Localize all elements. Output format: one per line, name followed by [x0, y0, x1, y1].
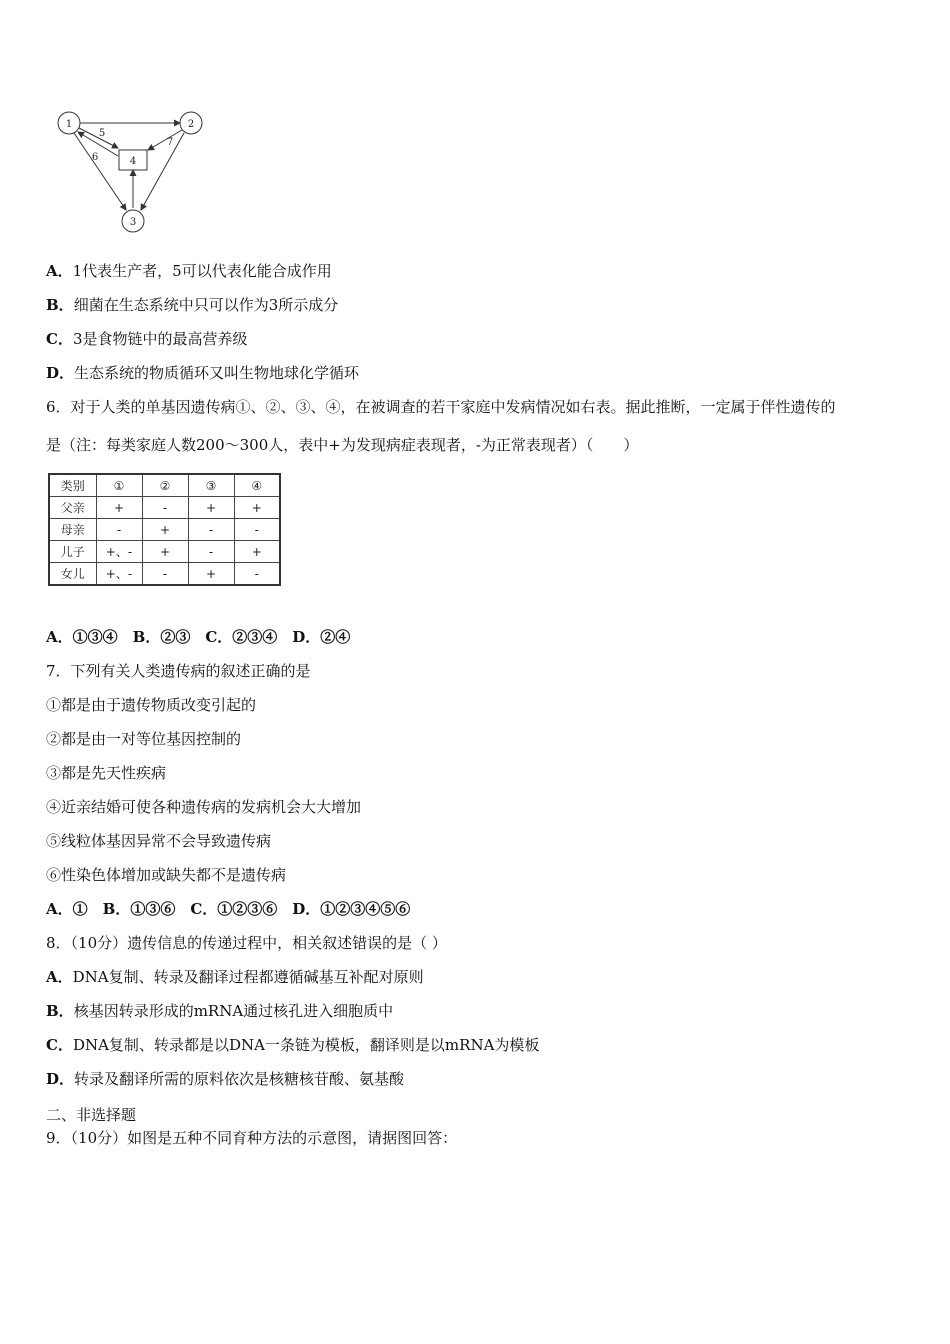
option-letter: A． — [46, 968, 73, 986]
q8-option-a — [46, 967, 424, 987]
q7-item-1: ①都是由于遗传物质改变引起的 — [46, 696, 257, 714]
node-2-label: 2 — [187, 119, 195, 130]
q7-item-6: ⑥性染色体增加或缺失都不是遗传病 — [46, 866, 287, 884]
q7-item-2: ②都是由一对等位基因控制的 — [46, 730, 242, 748]
arrow-label-7: 7 — [166, 137, 174, 148]
table-cell: +、- — [96, 541, 142, 563]
option-text: 核基因转录形成的mRNA通过核孔进入细胞质中 — [73, 1002, 394, 1020]
table-cell: + — [234, 541, 280, 563]
q8-option-c — [46, 1035, 539, 1055]
option-text: DNA复制、转录都是以DNA一条链为模板，翻译则是以mRNA为模板 — [72, 1036, 540, 1054]
table-row — [49, 519, 280, 541]
table-row — [49, 497, 280, 519]
q7-stem: 7．下列有关人类遗传病的叙述正确的是 — [46, 662, 311, 680]
table-cell: 父亲 — [49, 497, 96, 519]
table-cell: + — [142, 519, 188, 541]
option-letter: C． — [46, 1036, 73, 1054]
node-1-label: 1 — [65, 119, 73, 130]
option-text: 生态系统的物质循环又叫生物地球化学循环 — [74, 364, 360, 382]
q8-stem: 8．（10分）遗传信息的传递过程中，相关叙述错误的是（ ） — [46, 934, 447, 952]
option-text: DNA复制、转录及翻译过程都遵循碱基互补配对原则 — [72, 968, 424, 986]
table-cell: - — [96, 519, 142, 541]
table-cell: - — [234, 563, 280, 586]
option-text: 转录及翻译所需的原料依次是核糖核苷酸、氨基酸 — [74, 1070, 405, 1088]
option-letter: A． — [46, 262, 73, 280]
table-cell: - — [142, 497, 188, 519]
arrow-1-to-3 — [74, 133, 126, 210]
q7-item-4: ④近亲结婚可使各种遗传病的发病机会大大增加 — [46, 798, 362, 816]
table-cell: - — [234, 519, 280, 541]
q9-stem: 9．（10分）如图是五种不同育种方法的示意图，请据图回答： — [46, 1129, 458, 1147]
table-header-cell: ④ — [234, 474, 280, 497]
table-header-cell: ② — [142, 474, 188, 497]
table-cell: +、- — [96, 563, 142, 586]
option-letter: D． — [46, 364, 75, 382]
table-header-cell: 类别 — [49, 474, 96, 497]
q8-option-b — [46, 1001, 393, 1021]
arrow-label-6: 6 — [91, 152, 99, 163]
q7-item-5: ⑤线粒体基因异常不会导致遗传病 — [46, 832, 272, 850]
ecosystem-cycle-diagram — [52, 108, 212, 236]
table-cell: - — [142, 563, 188, 586]
table-cell: + — [188, 563, 234, 586]
section-heading: 二、非选择题 — [46, 1106, 137, 1124]
q8-option-d — [46, 1069, 404, 1089]
q7-item-3: ③都是先天性疾病 — [46, 764, 167, 782]
node-4-label: 4 — [129, 156, 137, 167]
table-cell: - — [188, 541, 234, 563]
q7-options: A．① B．①③⑥ C．①②③⑥ D．①②③④⑤⑥ — [46, 900, 411, 918]
table-header-row — [49, 474, 280, 497]
arrow-2-to-4-label-7 — [148, 130, 182, 150]
q6-options: A．①③④ B．②③ C．②③④ D．②④ — [46, 628, 351, 646]
option-text: 细菌在生态系统中只可以作为3所示成分 — [73, 296, 339, 314]
option-letter: D． — [46, 1070, 75, 1088]
table-cell: 母亲 — [49, 519, 96, 541]
q6-stem-line1: 6．对于人类的单基因遗传病①、②、③、④，在被调查的若干家庭中发病情况如右表。据此推断，一定属于伴性遗传的 — [46, 398, 836, 416]
q6-stem-line2: 是（注：每类家庭人数200～300人，表中+为发现病症表现者，-为正常表现者）（ ） — [46, 436, 639, 454]
table-row — [49, 541, 280, 563]
table-cell: 儿子 — [49, 541, 96, 563]
table-header-cell: ① — [96, 474, 142, 497]
option-text: 3是食物链中的最高营养级 — [72, 330, 248, 348]
arrow-2-to-3 — [141, 133, 184, 210]
table-cell: + — [234, 497, 280, 519]
table-cell: + — [142, 541, 188, 563]
table-row — [49, 563, 280, 586]
table-cell: - — [188, 519, 234, 541]
option-text: 1代表生产者，5可以代表化能合成作用 — [72, 262, 332, 280]
q5-option-b — [46, 295, 338, 315]
node-3-label: 3 — [129, 217, 137, 228]
option-letter: B． — [46, 296, 74, 314]
table-cell: + — [188, 497, 234, 519]
table-cell: 女儿 — [49, 563, 96, 586]
q5-option-d — [46, 363, 359, 383]
table-header-cell: ③ — [188, 474, 234, 497]
table-cell: + — [96, 497, 142, 519]
pedigree-table — [48, 473, 281, 586]
q5-option-c — [46, 329, 248, 349]
arrow-label-5: 5 — [98, 128, 106, 139]
option-letter: C． — [46, 330, 73, 348]
q5-option-a — [46, 261, 332, 281]
option-letter: B． — [46, 1002, 74, 1020]
